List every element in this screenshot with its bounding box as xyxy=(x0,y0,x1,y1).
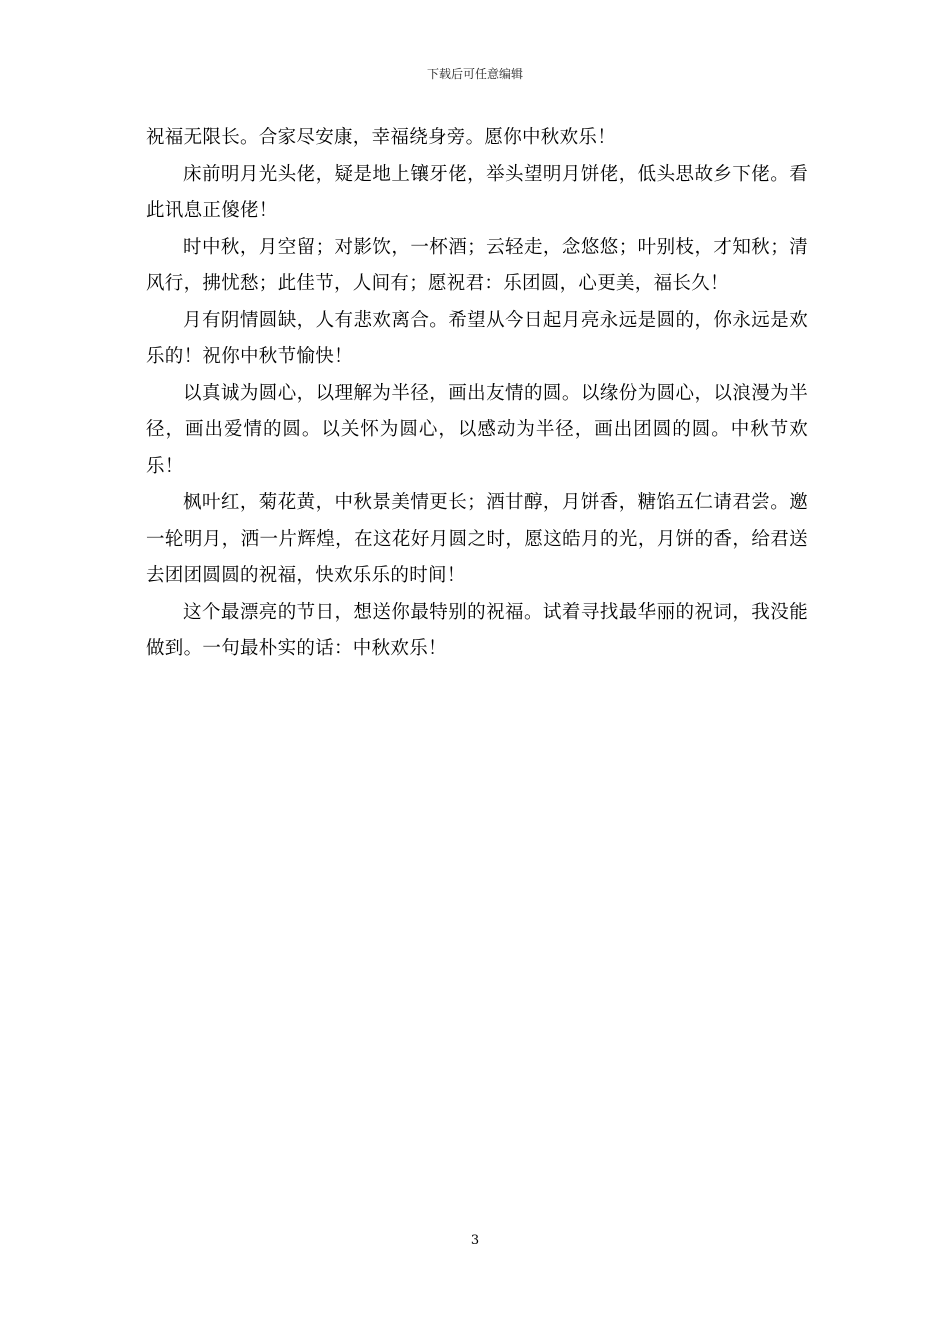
paragraph-maple-chrysanthemum: 枫叶红，菊花黄，中秋景美情更长；酒甘醇，月饼香，糖馅五仁请君尝。邀一轮明月，洒一片辉煌，在这花好月圆之时，愿这皓月的光，月饼的香，给君送去团团圆圆的祝福，快欢乐乐的时间！ xyxy=(146,492,808,586)
paragraph-moon-parody: 床前明月光头佬，疑是地上镶牙佬，举头望明月饼佬，低头思故乡下佬。看此讯息正傻佬！ xyxy=(146,163,808,221)
paragraph-autumn-verse: 时中秋，月空留；对影饮，一杯酒；云轻走，念悠悠；叶别枝，才知秋；清风行，拂忧愁；此佳节，人间有；愿祝君：乐团圆，心更美，福长久！ xyxy=(146,236,808,294)
paragraph-circles: 以真诚为圆心，以理解为半径，画出友情的圆。以缘份为圆心，以浪漫为半径，画出爱情的圆。以关怀为圆心，以感动为半径，画出团圆的圆。中秋节欢乐！ xyxy=(146,382,808,477)
page-number: 3 xyxy=(470,1233,480,1248)
page-header-note: 下载后可任意编辑 xyxy=(426,67,523,81)
document-body xyxy=(146,120,808,668)
paragraph-moon-phases: 月有阴情圆缺，人有悲欢离合。希望从今日起月亮永远是圆的，你永远是欢乐的！祝你中秋节愉快！ xyxy=(146,309,808,367)
paragraph-continuation: 祝福无限长。合家尽安康，幸福绕身旁。愿你中秋欢乐！ xyxy=(146,127,617,148)
paragraph-simple-wish: 这个最漂亮的节日，想送你最特别的祝福。试着寻找最华丽的祝词，我没能做到。一句最朴实的话：中秋欢乐！ xyxy=(146,601,808,659)
